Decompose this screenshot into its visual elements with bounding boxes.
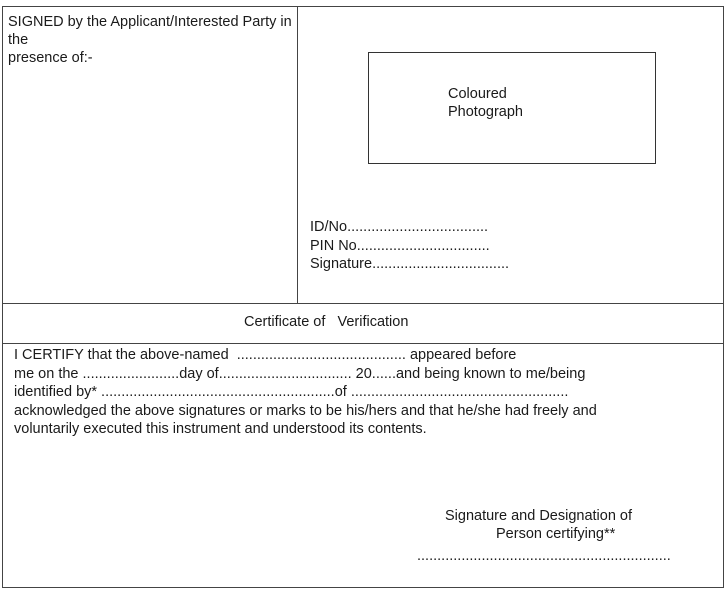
certifier-signature-label: Signature and Designation of bbox=[445, 508, 633, 524]
certificate-line-5: voluntarily executed this instrument and understood its contents. bbox=[14, 421, 427, 437]
certificate-line-4: acknowledged the above signatures or marks to be his/hers and that he/she had freely and bbox=[14, 402, 597, 419]
certificate-line-2: me on the ........................day of................................. 20......and being known to me/being bbox=[14, 365, 586, 382]
photograph-label bbox=[448, 85, 568, 121]
certificate-line-1: I CERTIFY that the above-named .......................................... appeared before bbox=[14, 347, 517, 363]
applicant-id-fields bbox=[310, 218, 509, 274]
signed-by-line-1: SIGNED by the Applicant/Interested Party in bbox=[8, 14, 292, 30]
photograph-box bbox=[368, 52, 656, 164]
certifier-person-label: Person certifying** bbox=[496, 526, 616, 542]
certificate-line-3: identified by* ..........................................................of ...................................................... bbox=[14, 384, 569, 400]
photograph-label-line-1: Coloured bbox=[448, 86, 507, 102]
pin-number-field: PIN No................................. bbox=[310, 237, 490, 254]
signed-by-line-3: presence of:- bbox=[8, 50, 93, 66]
certificate-title: Certificate of Verification bbox=[244, 314, 409, 330]
signed-by-text bbox=[8, 13, 338, 67]
signature-section bbox=[3, 7, 723, 304]
signed-by-line-2: the bbox=[8, 32, 29, 48]
id-number-field: ID/No................................... bbox=[310, 219, 489, 235]
verification-form bbox=[2, 6, 724, 588]
photograph-label-line-2: Photograph bbox=[448, 104, 523, 120]
applicant-signature-field: Signature.................................. bbox=[310, 256, 510, 272]
certifier-signature-line: ............................................................... bbox=[417, 548, 671, 564]
certificate-title-row bbox=[3, 303, 723, 344]
certificate-body bbox=[14, 346, 704, 439]
